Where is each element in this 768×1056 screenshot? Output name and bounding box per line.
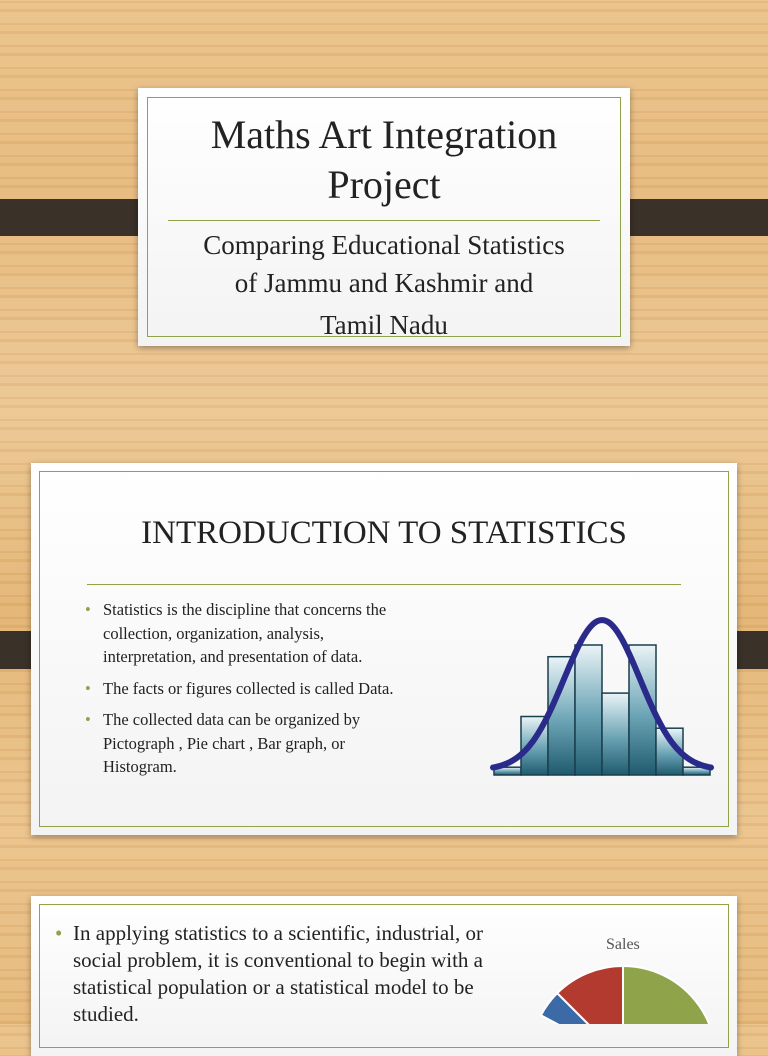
title-slide-card (138, 88, 630, 346)
left-tab-bar (0, 199, 156, 236)
slide-title-line-1: Maths Art Integration (210, 112, 558, 157)
intro-bullet-2 (85, 677, 445, 701)
histogram-bar (602, 693, 629, 775)
slide-3-bullet-list (55, 920, 525, 1028)
subtitle-line-3: Tamil Nadu (320, 310, 448, 340)
intro-title: INTRODUCTION TO STATISTICS (141, 515, 627, 551)
intro-bullet-3 (85, 708, 445, 779)
bullet-icon: • (85, 678, 91, 698)
bullet-1-line-3: interpretation, and presentation of data. (103, 647, 363, 666)
intro-divider (87, 584, 681, 585)
slide-3-card (31, 896, 737, 1056)
bullet-1-line-1: Statistics is the discipline that concerns the (103, 600, 387, 619)
pie-chart (533, 964, 713, 1024)
bullet-2-line-1: The facts or figures collected is called Data. (103, 678, 394, 698)
subtitle-line-1: Comparing Educational Statistics (203, 230, 565, 260)
bullet-3-line-2: Pictograph , Pie chart , Bar graph, or (103, 733, 345, 753)
bullet-3-line-1: The collected data can be organized by (103, 710, 361, 729)
slide-3-line-4: studied. (73, 1002, 139, 1026)
slide-title (138, 110, 630, 210)
pie-chart-title: Sales (606, 936, 640, 953)
histogram-bar (548, 657, 575, 775)
bullet-icon: • (85, 600, 91, 619)
slide-3-line-3: statistical population or a statistical model to be (73, 975, 474, 999)
slide-3-line-1: In applying statistics to a scientific, industrial, or (73, 921, 484, 945)
title-divider (168, 220, 600, 221)
histogram-illustration (489, 611, 729, 781)
right-tab-bar (612, 199, 768, 236)
bullet-1-line-2: collection, organization, analysis, (103, 623, 325, 643)
intro-bullet-1 (85, 598, 445, 669)
histogram-bar (575, 645, 602, 775)
pie-slice (623, 966, 713, 1024)
slide-subtitle (138, 226, 630, 344)
bullet-3-line-3: Histogram. (103, 757, 177, 776)
slide-3-bullet (55, 920, 525, 1028)
subtitle-line-2: of Jammu and Kashmir and (234, 268, 534, 298)
intro-slide-card (31, 463, 737, 835)
intro-bullet-list (85, 598, 445, 787)
bullet-icon: • (85, 710, 91, 729)
slide-title-line-2: Project (327, 162, 441, 207)
slide-3-line-2: social problem, it is conventional to begin with a (73, 948, 484, 972)
bullet-icon: • (55, 921, 63, 945)
